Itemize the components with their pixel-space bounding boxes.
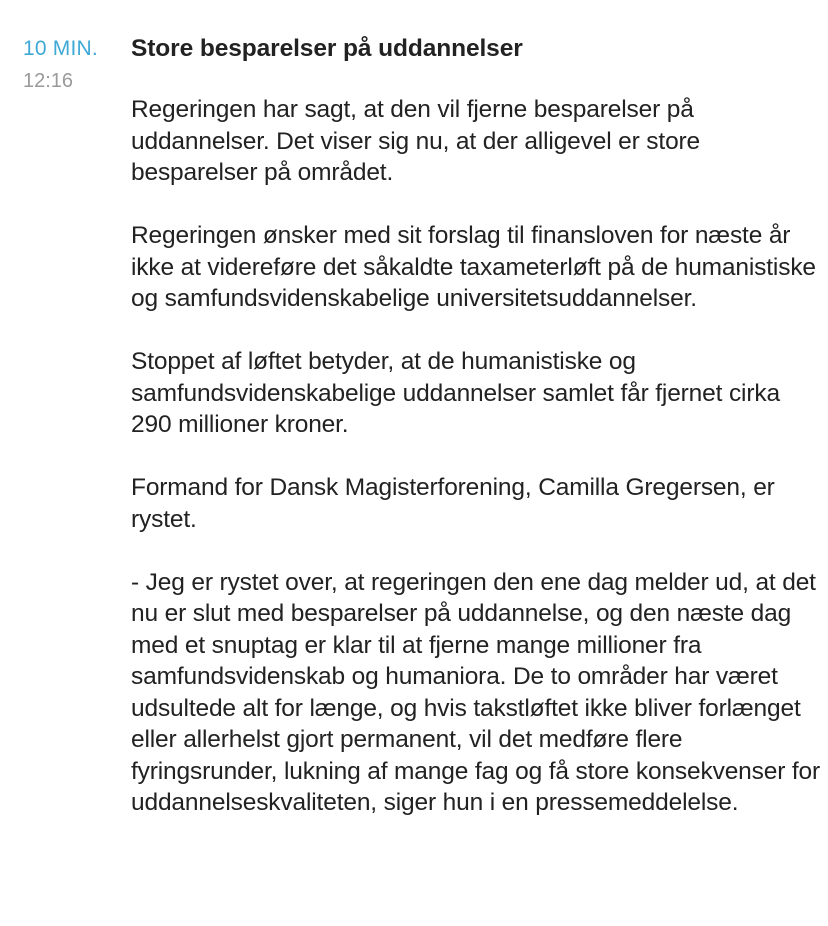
article-paragraph: Formand for Dansk Magisterforening, Camilla Gregersen, er rystet. xyxy=(131,474,775,533)
time-ago-label: 10 MIN. xyxy=(23,37,98,60)
article-headline: Store besparelser på uddannelser xyxy=(131,35,523,62)
article-paragraph: Stoppet af løftet betyder, at de humanistiske og samfundsvidenskabelige uddannelser samlet får fjernet cirka 290 millioner kroner. xyxy=(131,348,780,438)
article-paragraph: Regeringen ønsker med sit forslag til finansloven for næste år ikke at videreføre det såkaldte taxameterløft på de humanistiske og samfundsvidenskabelige universitetsuddannelser. xyxy=(131,222,816,312)
timestamp-label: 12:16 xyxy=(23,70,74,92)
item-meta xyxy=(23,34,123,96)
article-quote-paragraph: - Jeg er rystet over, at regeringen den ene dag melder ud, at det nu er slut med besparelser på uddannelse, og den næste dag med et snuptag er klar til at fjerne mange millioner fra samfundsvidenskab og humaniora. De to områder har været udsultede alt for længe, og hvis takstløftet ikke bliver forlænget eller allerhelst gjort permanent, vil det medføre flere fyringsrunder, lukning af mange fag og få store konsekvenser for uddannelseskvaliteten, siger hun i en pressemeddelelse. xyxy=(131,568,821,816)
article-body xyxy=(131,32,821,819)
article-paragraph: Regeringen har sagt, at den vil fjerne besparelser på uddannelser. Det viser sig nu, at der alligevel er store besparelser på området. xyxy=(131,96,701,186)
